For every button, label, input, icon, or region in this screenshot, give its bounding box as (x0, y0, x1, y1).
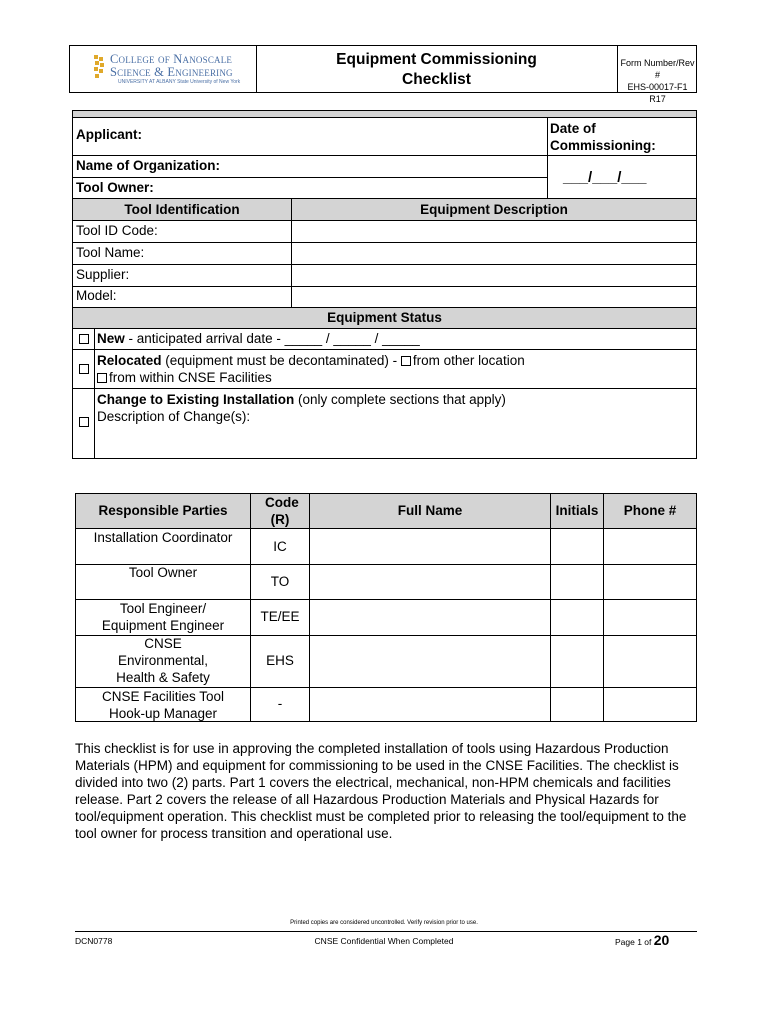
form-number-label: Form Number/Rev # (620, 58, 695, 80)
initials-header: Initials (555, 503, 599, 518)
instructions-paragraph: This checklist is for use in approving the completed installation of tools using Hazardous Production Materials (HPM) and equipment for commissioning to be used in the CNSE Facilities. The checklist is divided into two (2) parts. Part 1 covers the electrical, mechanical, non-HPM chemicals and facilities release. Part 2 covers the release of all Hazardous Production Materials and Physical Hazards for tool/equipment operation. This checklist must be completed prior to releasing the tool/equipment to the tool owner for process transition and operational use. (75, 741, 687, 841)
equipment-description-header: Equipment Description (420, 202, 568, 217)
party-installation-coordinator: Installation Coordinator (93, 530, 233, 545)
relocated-checkbox[interactable] (79, 364, 89, 374)
code-ic: IC (273, 539, 287, 554)
party-tool-engineer: Tool Engineer/ Equipment Engineer (101, 601, 225, 633)
form-number-value: EHS-00017-F1 R17 (627, 82, 688, 104)
date-label-line1: Date of (550, 121, 596, 136)
change-description-field[interactable] (95, 427, 695, 458)
document-title (256, 46, 618, 92)
supplier-field[interactable] (292, 265, 696, 286)
equipment-info-table (72, 110, 697, 459)
model-field[interactable] (292, 287, 696, 307)
party-cnse-ehs: CNSE Environmental, Health & Safety (116, 636, 210, 685)
date-label (550, 120, 656, 154)
within-cnse-label: from within CNSE Facilities (109, 370, 272, 385)
applicant-label[interactable]: Applicant: (76, 127, 142, 142)
other-location-label: from other location (412, 353, 525, 368)
party-facilities-hookup: CNSE Facilities Tool Hook-up Manager (101, 689, 225, 721)
organization-label[interactable]: Name of Organization: (76, 158, 221, 173)
new-arrival-date[interactable]: - anticipated arrival date - _____ / _____ / _____ (124, 331, 420, 346)
relocated-note: (equipment must be decontaminated) - (161, 353, 401, 368)
equipment-status-header: Equipment Status (327, 310, 442, 325)
full-name-header: Full Name (397, 503, 463, 518)
code-ehs: EHS (266, 653, 294, 668)
code-to: TO (270, 574, 290, 589)
responsible-parties-table (75, 493, 697, 722)
title-line1: Equipment Commissioning (336, 51, 537, 68)
new-checkbox[interactable] (79, 334, 89, 344)
responsible-parties-header: Responsible Parties (98, 503, 228, 518)
full-name-field-te-ee[interactable] (310, 600, 550, 635)
tool-id-code-field[interactable] (292, 221, 696, 242)
code-te-ee: TE/EE (260, 609, 300, 624)
code-dash: - (277, 696, 283, 711)
date-blank[interactable]: ___/___/___ (563, 169, 647, 186)
change-checkbox[interactable] (79, 417, 89, 427)
supplier-label: Supplier: (76, 267, 130, 282)
form-number-box (618, 46, 697, 104)
model-label: Model: (76, 288, 117, 303)
full-name-field-ic[interactable] (310, 529, 550, 564)
cnse-logo (70, 46, 257, 92)
dcn-number: DCN0778 (75, 936, 113, 946)
within-cnse-checkbox[interactable] (97, 373, 107, 383)
form-header (69, 45, 697, 104)
logo-emblem-icon (92, 54, 108, 80)
relocated-status-text (97, 352, 525, 386)
change-status-text (97, 391, 506, 425)
date-label-line2: Commissioning: (550, 138, 656, 153)
change-description-label: Description of Change(s): (97, 409, 251, 424)
tool-identification-header: Tool Identification (124, 202, 240, 217)
change-label: Change to Existing Installation (97, 392, 295, 407)
confidential-note: CNSE Confidential When Completed (314, 936, 454, 946)
tool-name-label: Tool Name: (76, 245, 145, 260)
relocated-label: Relocated (97, 353, 162, 368)
party-tool-owner: Tool Owner (128, 565, 198, 580)
change-note: (only complete sections that apply) (294, 392, 506, 407)
title-line2: Checklist (402, 71, 471, 88)
page-total: 20 (653, 932, 670, 948)
uncontrolled-copy-notice: Printed copies are considered uncontrolled. Verify revision prior to use. (290, 920, 478, 926)
phone-header: Phone # (623, 503, 677, 518)
new-status-text (97, 331, 420, 346)
footer-divider (75, 931, 697, 932)
full-name-field-to[interactable] (310, 565, 550, 599)
full-name-field-ehs[interactable] (310, 636, 550, 687)
tool-name-field[interactable] (292, 243, 696, 264)
logo-text-line1: College of Nanoscale (110, 52, 233, 66)
code-header: Code (R) (265, 495, 299, 527)
tool-owner-label[interactable]: Tool Owner: (76, 180, 154, 195)
full-name-field-hookup[interactable] (310, 688, 550, 721)
page-number (615, 932, 669, 948)
page-prefix: Page 1 of (615, 937, 652, 947)
logo-text-line2: Science & Engineering (110, 65, 233, 79)
tool-id-code-label: Tool ID Code: (76, 223, 158, 238)
logo-text-line3: UNIVERSITY AT ALBANY State University of New York (118, 79, 241, 85)
other-location-checkbox[interactable] (401, 356, 411, 366)
new-label: New (97, 331, 125, 346)
